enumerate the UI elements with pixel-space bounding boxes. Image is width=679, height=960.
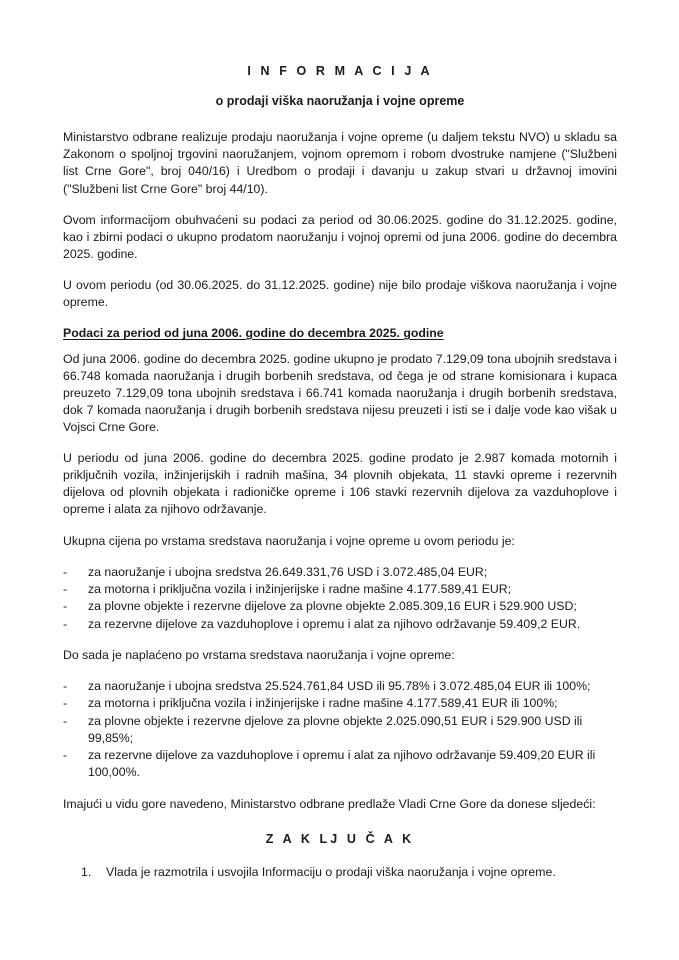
document-content [63,64,617,881]
price-items-list [63,564,617,633]
list-item [63,747,617,782]
dash-marker: - [63,748,68,763]
list-item-text: za plovne objekte i rezervne djelove za plovne objekte 2.025.090,51 EUR i 529.900 USD ili 99,85%; [88,713,583,745]
intro-paragraph: Ministarstvo odbrane realizuje prodaju naoružanja i vojne opreme (u daljem tekstu NVO) u skladu sa Zakonom o spoljnoj trgovini naoružanjem, vojnom opremom i robom dvostruke namjene ("Službeni list Crne Gore", broj 040/16) i Uredbom o prodaji i davanju u zakup stvari u državnoj imovini ("Službeni list Crne Gore" broj 44/10). [63,130,617,196]
proposal-paragraph: Imajući u vidu gore navedeno, Ministarstvo odbrane predlaže Vladi Crne Gore da donese sljedeći: [63,796,596,811]
list-item [63,713,617,748]
document-subtitle: o prodaji viška naoružanja i vojne opreme [215,94,465,108]
list-item [63,695,617,712]
number-marker: 1. [81,864,92,879]
dash-marker: - [63,599,68,614]
list-item [63,564,617,581]
conclusion-items-list [63,864,617,881]
dash-marker: - [63,616,68,631]
dash-marker: - [63,564,68,579]
list-item [63,864,617,881]
list-item [63,581,617,598]
document-title: I N F O R M A C I J A [247,64,433,78]
list-item-text: Vlada je razmotrila i usvojila Informaciju o prodaji viška naoružanja i vojne opreme. [106,864,556,879]
collected-intro-paragraph: Do sada je naplaćeno po vrstama sredstava naoružanja i vojne opreme: [63,647,455,662]
list-item-text: za naoružanje i ubojna sredstva 25.524.761,84 USD ili 95.78% i 3.072.485,04 EUR ili 100%; [88,678,591,693]
scope-paragraph: Ovom informacijom obuhvaćeni su podaci za period od 30.06.2025. godine do 31.12.2025. godine, kao i zbirni podaci o ukupno prodatom naoružanju i vojnoj opremi od juna 2006. godine do decembra 2025. godine. [63,212,617,261]
dash-marker: - [63,713,68,728]
list-item [63,616,617,633]
list-item [63,598,617,615]
no-sales-paragraph: U ovom periodu (od 30.06.2025. do 31.12.2025. godine) nije bilo prodaje viškova naoružanja i vojne opreme. [63,277,617,309]
dash-marker: - [63,696,68,711]
dash-marker: - [63,678,68,693]
collected-items-list [63,678,617,782]
price-intro-paragraph: Ukupna cijena po vrstama sredstava naoružanja i vojne opreme u ovom periodu je: [63,533,515,548]
vehicles-paragraph: U periodu od juna 2006. godine do decembra 2025. godine prodato je 2.987 komada motornih i priključnih vozila, inžinjerijskih i radnih mašina, 34 plovnih objekata, 11 stavki opreme i rezervnih dijelova od plovnih objekata i radioničke opreme i 106 stavki rezervnih dijelova za vazduhoplove i opreme i alata za njihovo održavanje. [63,451,617,517]
list-item-text: za rezervne dijelove za vazduhoplove i opremu i alat za njihovo održavanje 59.409,20 EUR ili 100,00%. [88,748,596,780]
section-heading-period-data: Podaci za period od juna 2006. godine do decembra 2025. godine [63,326,444,341]
list-item-text: za naoružanje i ubojna sredstva 26.649.331,76 USD i 3.072.485,04 EUR; [88,564,488,579]
list-item [63,678,617,695]
list-item-text: za rezervne dijelove za vazduhoplove i opremu i alat za njihovo održavanje 59.409,2 EUR. [88,616,581,631]
conclusion-heading: Z A K LJ U Č A K [265,831,415,846]
list-item-text: za plovne objekte i rezervne dijelove za plovne objekte 2.085.309,16 EUR i 529.900 USD; [88,599,577,614]
totals-paragraph: Od juna 2006. godine do decembra 2025. godine ukupno je prodato 7.129,09 tona ubojnih sredstava i 66.748 komada naoružanja i drugih borbenih sredstava, od čega je od strane komisionara i kupaca preuzeto 7.129,09 tona ubojnih sredstava i 66.741 komada naoružanja i drugih borbenih sredstava, dok 7 komada naoružanja i drugih borbenih sredstava nijesu preuzeti i isti se i dalje vode kao višak u Vojsci Crne Gore. [63,351,617,435]
dash-marker: - [63,581,68,596]
list-item-text: za motorna i priključna vozila i inžinjerijske i radne mašine 4.177.589,41 EUR; [88,581,512,596]
list-item-text: za motorna i priključna vozila i inžinjerijske i radne mašine 4.177.589,41 EUR ili 100%; [88,696,558,711]
